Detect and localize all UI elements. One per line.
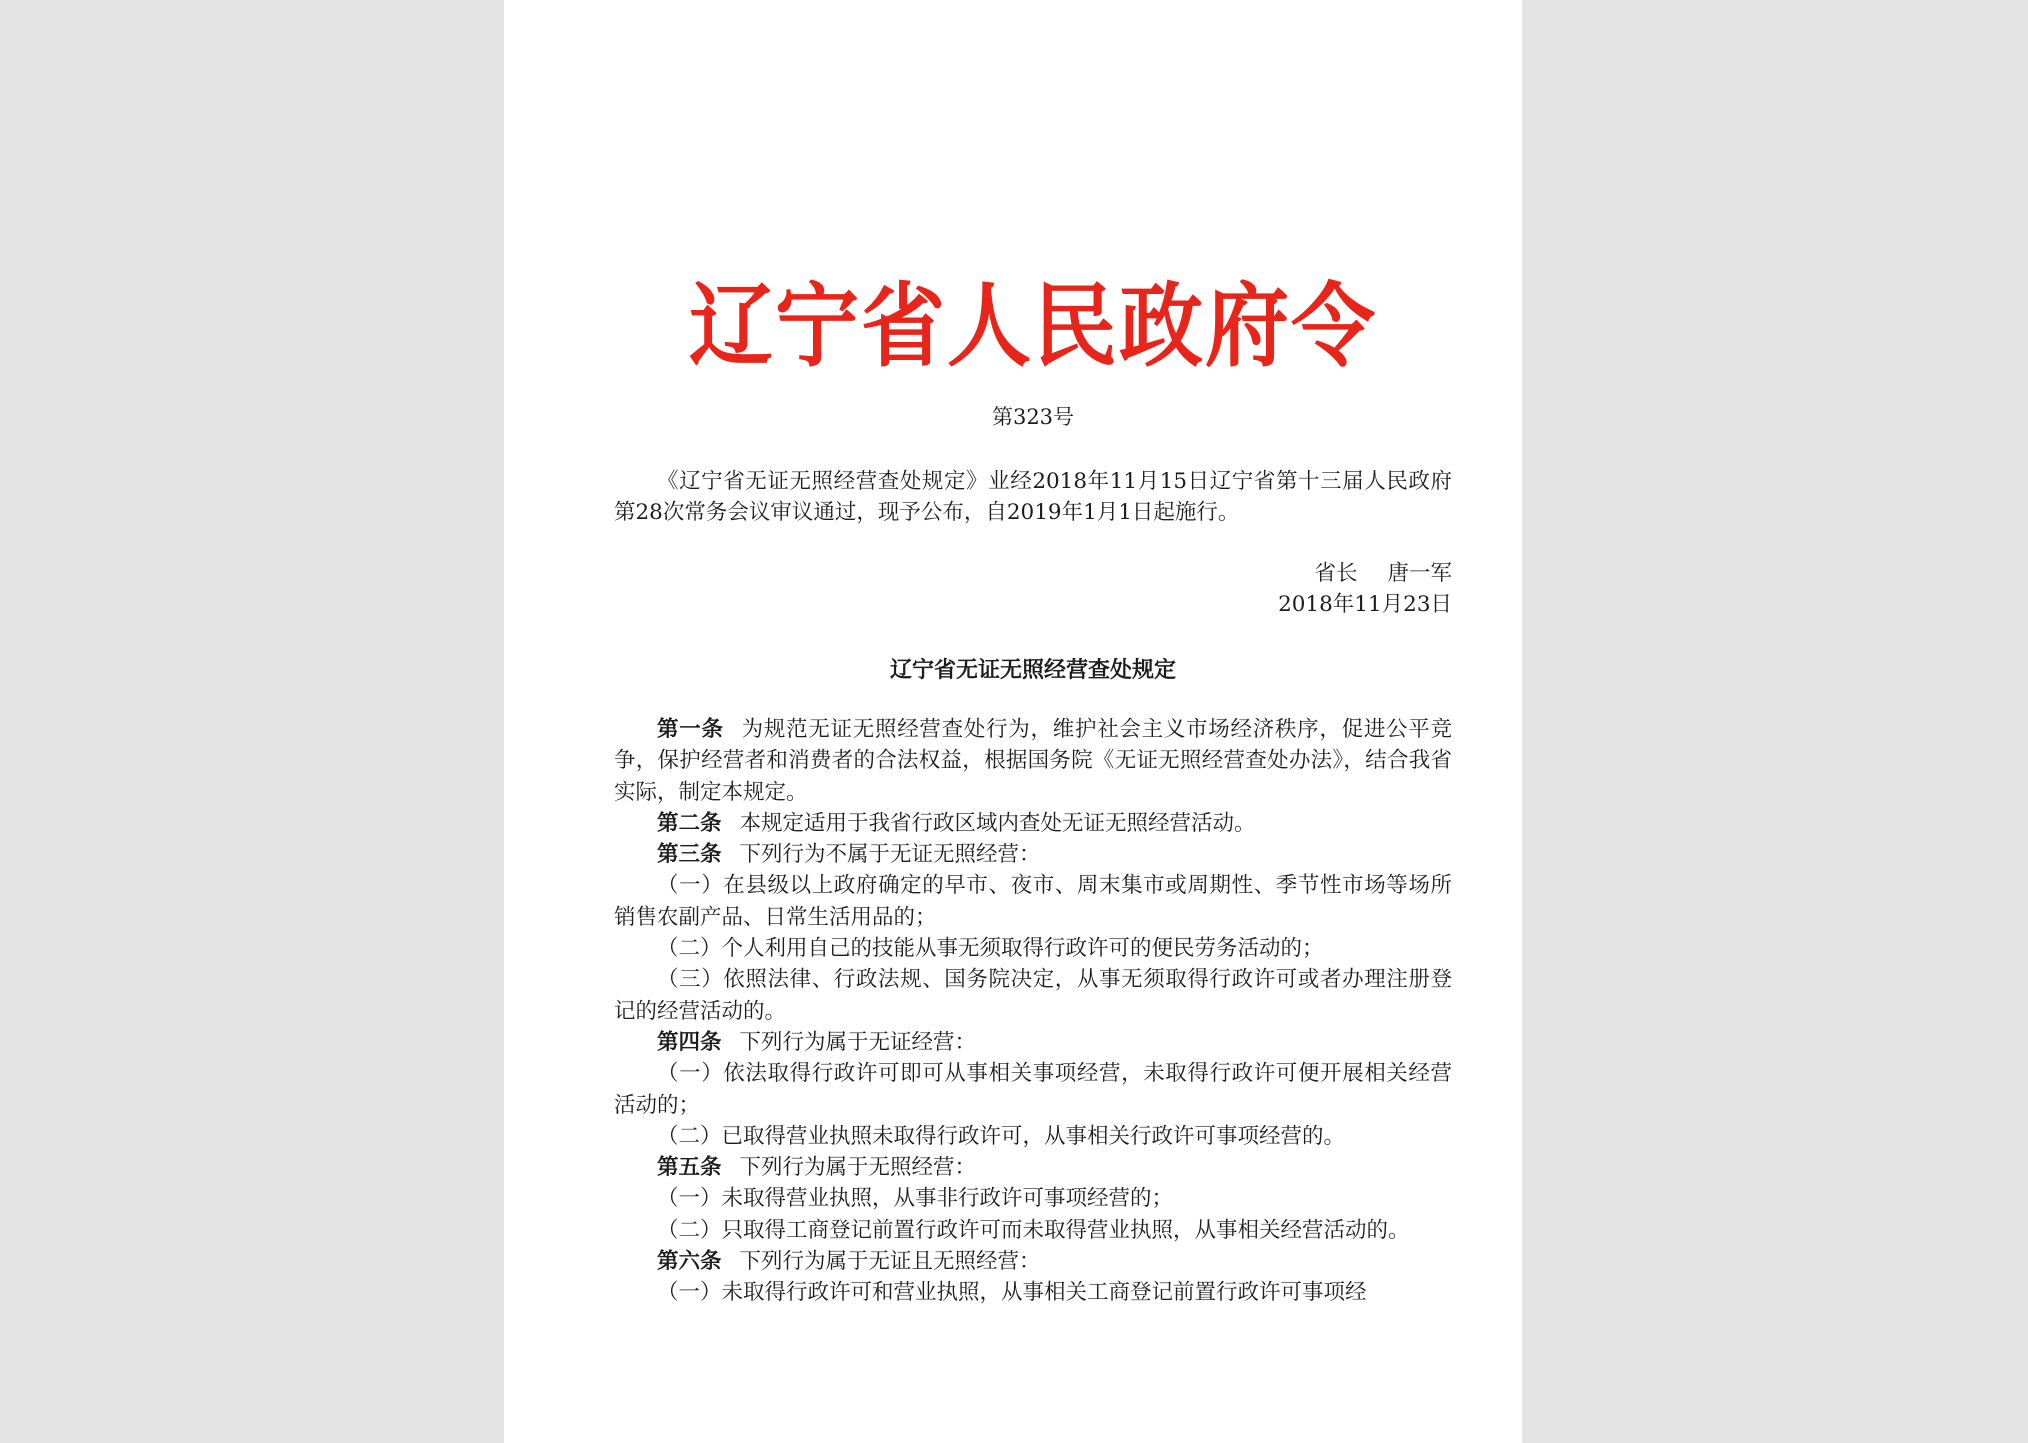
article-paragraph [614, 839, 1452, 870]
article-label: 第五条 [657, 1155, 722, 1181]
article-text: 下列行为不属于无证无照经营： [739, 842, 1041, 868]
article-paragraph [614, 1027, 1452, 1058]
article-item: （一）依法取得行政许可即可从事相关事项经营，未取得行政许可便开展相关经营活动的； [614, 1061, 1452, 1118]
article-text: 下列行为属于无证经营： [739, 1029, 977, 1055]
article-text: 本规定适用于我省行政区域内查处无证无照经营活动。 [739, 810, 1256, 836]
article-label: 第三条 [657, 842, 722, 868]
article-label: 第一条 [657, 717, 724, 742]
article-item: （二）已取得营业执照未取得行政许可，从事相关行政许可事项经营的。 [657, 1123, 1346, 1149]
masthead-title: 辽宁省人民政府令 [688, 273, 1377, 380]
article-item: （二）只取得工商登记前置行政许可而未取得营业执照，从事相关经营活动的。 [657, 1217, 1410, 1243]
article-item: （一）在县级以上政府确定的早市、夜市、周末集市或周期性、季节性市场等场所销售农副产品、日常生活用品的； [614, 873, 1452, 930]
article-paragraph [614, 808, 1452, 839]
order-number: 第323号 [991, 405, 1075, 429]
article-paragraph [614, 1246, 1452, 1277]
article-item: （一）未取得行政许可和营业执照，从事相关工商登记前置行政许可事项经 [657, 1280, 1367, 1306]
article-text: 为规范无证无照经营查处行为，维护社会主义市场经济秩序，促进公平竞争，保护经营者和消费者的合法权益，根据国务院《无证无照经营查处办法》，结合我省实际，制定本规定。 [614, 717, 1452, 805]
signature-block [1278, 558, 1452, 620]
signer-title: 省长 [1314, 561, 1358, 586]
article-paragraph [614, 714, 1452, 808]
regulation-title: 辽宁省无证无照经营查处规定 [889, 657, 1176, 683]
document-page [504, 0, 1522, 1443]
article-text: 下列行为属于无照经营： [739, 1155, 977, 1181]
article-paragraph [614, 1152, 1452, 1183]
article-label: 第六条 [657, 1249, 722, 1275]
signer-name: 唐一军 [1387, 561, 1452, 586]
article-label: 第四条 [657, 1029, 722, 1055]
article-item: （三）依照法律、行政法规、国务院决定，从事无须取得行政许可或者办理注册登记的经营活动的。 [614, 967, 1452, 1024]
articles-section [614, 714, 1452, 1309]
signature-line [1278, 558, 1452, 589]
article-item: （二）个人利用自己的技能从事无须取得行政许可的便民劳务活动的； [657, 936, 1324, 962]
signature-date: 2018年11月23日 [1278, 592, 1452, 617]
article-label: 第二条 [657, 810, 722, 836]
article-item: （一）未取得营业执照，从事非行政许可事项经营的； [657, 1186, 1174, 1212]
article-text: 下列行为属于无证且无照经营： [739, 1249, 1041, 1275]
preamble-paragraph: 《辽宁省无证无照经营查处规定》业经2018年11月15日辽宁省第十三届人民政府第28次常务会议审议通过，现予公布，自2019年1月1日起施行。 [614, 469, 1452, 526]
